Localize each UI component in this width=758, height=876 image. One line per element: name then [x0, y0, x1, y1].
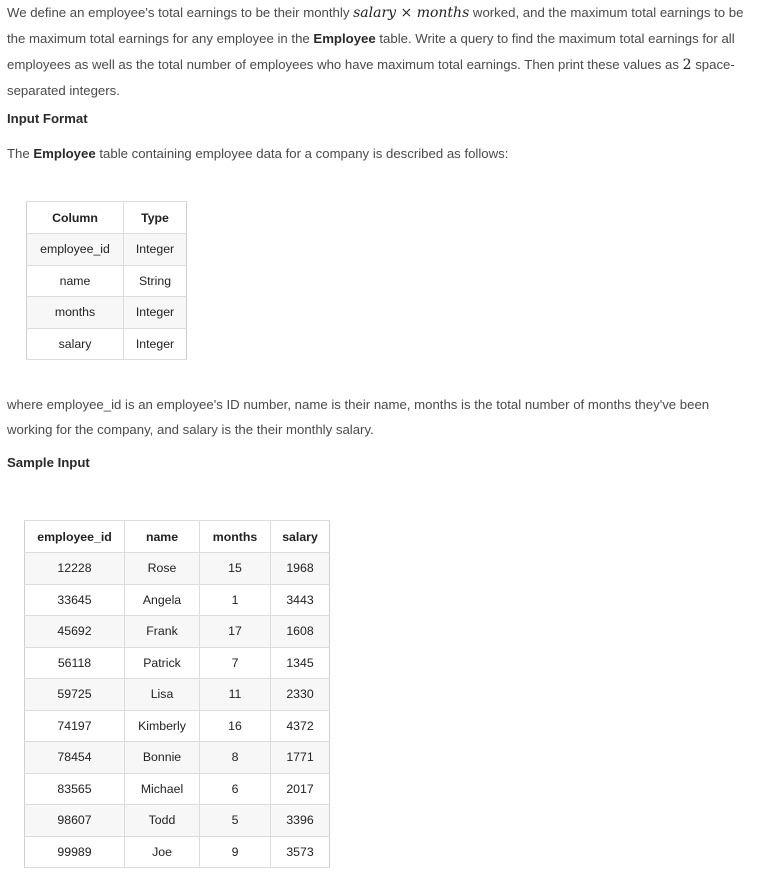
sample-header-name: name [125, 521, 200, 553]
sample-cell: 15 [200, 553, 271, 585]
sample-cell: Patrick [125, 647, 200, 679]
sample-cell: 1968 [271, 553, 330, 585]
sample-row [25, 710, 330, 742]
sample-row [25, 805, 330, 837]
input-format-employee-bold: Employee [33, 146, 96, 161]
sample-row [25, 647, 330, 679]
schema-row [27, 234, 187, 266]
schema-cell: salary [27, 328, 124, 360]
schema-header-type: Type [124, 202, 187, 234]
sample-cell: 12228 [25, 553, 125, 585]
math-months: months [416, 5, 470, 21]
sample-cell: 2330 [271, 679, 330, 711]
sample-cell: Todd [125, 805, 200, 837]
sample-row [25, 584, 330, 616]
intro-text-2: worked, and the maximum total earnings to be the maximum total earnings for any employee in the [7, 5, 744, 47]
intro-employee-bold: Employee [313, 31, 376, 47]
intro-text-4: space-separated integers. [7, 56, 735, 98]
sample-cell: 56118 [25, 647, 125, 679]
sample-cell: 98607 [25, 805, 125, 837]
schema-header-column: Column [27, 202, 124, 234]
sample-cell: Bonnie [125, 742, 200, 774]
sample-cell: 2017 [271, 773, 330, 805]
sample-row [25, 679, 330, 711]
sample-input-table [24, 520, 330, 868]
intro-text-3: table. Write a query to find the maximum total earnings for all employees as well as the total number of employees who have maximum total earnings. Then print these values as [7, 31, 735, 72]
intro-paragraph [7, 0, 751, 103]
sample-row [25, 836, 330, 868]
sample-cell: Michael [125, 773, 200, 805]
sample-cell: 33645 [25, 584, 125, 616]
sample-cell: 1345 [271, 647, 330, 679]
schema-cell: Integer [124, 234, 187, 266]
sample-cell: Angela [125, 584, 200, 616]
schema-cell: months [27, 297, 124, 329]
sample-header-salary: salary [271, 521, 330, 553]
sample-cell: 78454 [25, 742, 125, 774]
sample-cell: Frank [125, 616, 200, 648]
schema-row [27, 265, 187, 297]
sample-cell: 99989 [25, 836, 125, 868]
schema-row [27, 328, 187, 360]
sample-cell: 9 [200, 836, 271, 868]
sample-header-row [25, 521, 330, 553]
sample-cell: 59725 [25, 679, 125, 711]
schema-cell: Integer [124, 297, 187, 329]
sample-cell: 4372 [271, 710, 330, 742]
sample-input-heading: Sample Input [7, 455, 90, 470]
intro-text-1: We define an employee's total earnings to be their monthly [7, 5, 354, 20]
sample-cell: Kimberly [125, 710, 200, 742]
sample-cell: Joe [125, 836, 200, 868]
schema-cell: String [124, 265, 187, 297]
math-two: 2 [682, 56, 692, 73]
sample-row [25, 742, 330, 774]
sample-cell: 17 [200, 616, 271, 648]
sample-cell: 1771 [271, 742, 330, 774]
sample-cell: 45692 [25, 616, 125, 648]
sample-cell: 1 [200, 584, 271, 616]
schema-table [26, 201, 187, 360]
sample-row [25, 553, 330, 585]
sample-row [25, 773, 330, 805]
schema-cell: name [27, 265, 124, 297]
math-times: × [396, 5, 417, 21]
sample-cell: 7 [200, 647, 271, 679]
where-description: where employee_id is an employee's ID number, name is their name, months is the total number of months they've been working for the company, and salary is the their monthly salary. [7, 397, 710, 437]
sample-header-employee-id: employee_id [25, 521, 125, 553]
sample-cell: 1608 [271, 616, 330, 648]
sample-cell: 3573 [271, 836, 330, 868]
schema-cell: Integer [124, 328, 187, 360]
math-salary: salary [353, 5, 397, 21]
input-format-prefix: The [7, 146, 34, 161]
sample-cell: 74197 [25, 710, 125, 742]
schema-cell: employee_id [27, 234, 124, 266]
sample-header-months: months [200, 521, 271, 553]
sample-cell: 11 [200, 679, 271, 711]
sample-cell: 8 [200, 742, 271, 774]
sample-cell: 16 [200, 710, 271, 742]
input-format-suffix: table containing employee data for a company is described as follows: [95, 146, 509, 161]
sample-cell: 5 [200, 805, 271, 837]
schema-row [27, 297, 187, 329]
sample-cell: 3396 [271, 805, 330, 837]
sample-cell: 3443 [271, 584, 330, 616]
sample-cell: Rose [125, 553, 200, 585]
sample-cell: 83565 [25, 773, 125, 805]
schema-header-row [27, 202, 187, 234]
sample-cell: 6 [200, 773, 271, 805]
input-format-heading: Input Format [7, 111, 88, 126]
sample-row [25, 616, 330, 648]
input-format-description [7, 141, 747, 166]
sample-cell: Lisa [125, 679, 200, 711]
